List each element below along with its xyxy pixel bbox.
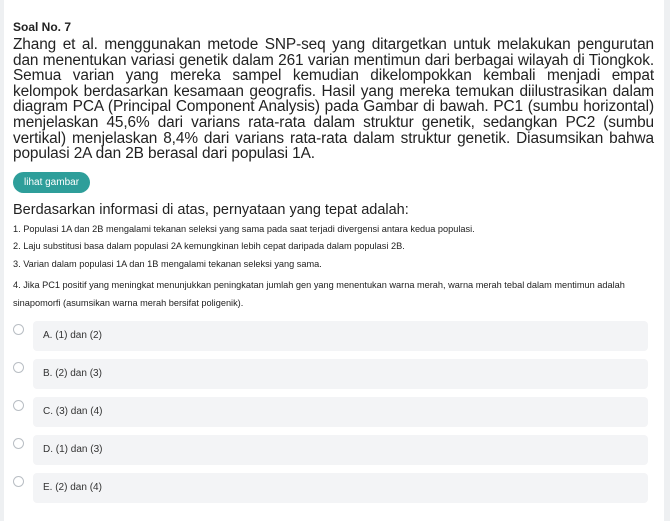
statement-item: 2. Laju substitusi basa dalam populasi 2A kemungkinan lebih cepat daripada dalam populasi 2B. [13, 241, 405, 252]
radio-button[interactable] [13, 400, 24, 411]
option-box[interactable] [33, 435, 648, 465]
statement-item: 3. Varian dalam populasi 1A dan 1B mengalami tekanan seleksi yang sama. [13, 258, 322, 269]
radio-button[interactable] [13, 324, 24, 335]
question-number: Soal No. 7 [13, 20, 72, 34]
radio-button[interactable] [13, 476, 24, 487]
option-b[interactable] [13, 359, 654, 389]
option-label: C. (3) dan (4) [43, 406, 103, 418]
radio-button[interactable] [13, 362, 24, 373]
answer-options [13, 321, 654, 503]
option-d[interactable] [13, 435, 654, 465]
question-card [4, 0, 664, 521]
statement-item: 4. Jika PC1 positif yang meningkat menunjukkan peningkatan jumlah gen yang menentukan warna merah, warna merah tebal dalam mentimun adalah sinapomorfi (asumsikan warna merah bersifat poligenik). [13, 280, 625, 309]
option-box[interactable] [33, 321, 648, 351]
option-label: A. (1) dan (2) [43, 330, 102, 342]
option-a[interactable] [13, 321, 654, 351]
option-box[interactable] [33, 359, 648, 389]
option-box[interactable] [33, 397, 648, 427]
statement-item: 1. Populasi 1A dan 2B mengalami tekanan seleksi yang sama pada saat terjadi divergensi antara kedua populasi. [13, 223, 475, 234]
option-label: B. (2) dan (3) [43, 368, 102, 380]
question-stem: Zhang et al. menggunakan metode SNP-seq yang ditargetkan untuk melakukan pengurutan dan menentukan variasi genetik dalam 261 varian mentimun dari berbagai wilayah di Tiongkok. Semua varian yang mereka sampel kemudian dikelompokkan kembali menjadi empat kelompok berdasarkan kesamaan geografis. Hasil yang mereka temukan diilustrasikan dalam diagram PCA (Principal Component Analysis) pada Gambar di bawah. PC1 (sumbu horizontal) menjelaskan 45,6% dari varians rata-rata dalam struktur genetik, sedangkan PC2 (sumbu vertikal) menjelaskan 8,4% dari varians rata-rata dalam struktur genetik. Diasumsikan bahwa populasi 2A dan 2B berasal dari populasi 1A. [13, 36, 654, 163]
question-prompt: Berdasarkan informasi di atas, pernyataan yang tepat adalah: [13, 201, 409, 218]
view-image-button[interactable]: lihat gambar [13, 172, 90, 193]
statement-list [13, 224, 654, 313]
option-e[interactable] [13, 473, 654, 503]
option-label: D. (1) dan (3) [43, 444, 103, 456]
option-label: E. (2) dan (4) [43, 482, 102, 494]
option-c[interactable] [13, 397, 654, 427]
radio-button[interactable] [13, 438, 24, 449]
option-box[interactable] [33, 473, 648, 503]
